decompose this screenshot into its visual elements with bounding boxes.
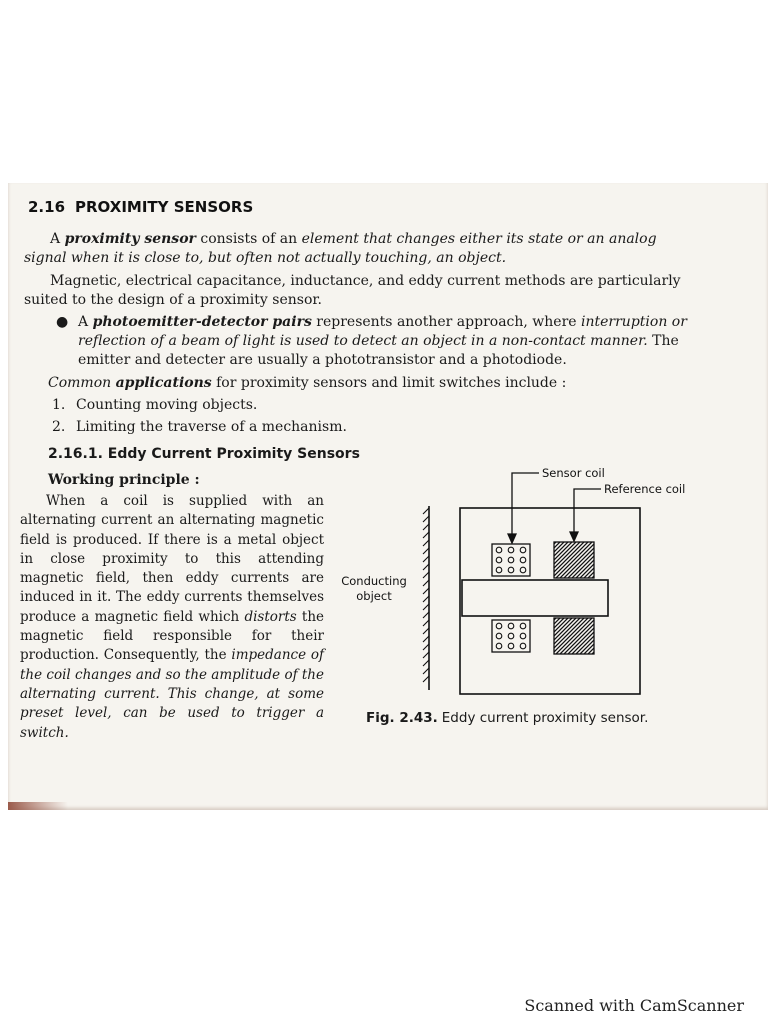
methods-paragraph: Magnetic, electrical capacitance, inductance, and eddy current methods are particularly suited to the design of a proximity sensor. bbox=[24, 273, 681, 308]
list-number: 2. bbox=[52, 419, 66, 435]
conducting-object-wall bbox=[423, 506, 429, 690]
working-principle-heading: Working principle : bbox=[48, 472, 200, 488]
figure-number: Fig. 2.43. bbox=[366, 710, 438, 726]
text-run: A bbox=[50, 231, 65, 247]
working-principle-paragraph bbox=[20, 492, 324, 743]
text-run: A bbox=[78, 314, 93, 330]
definition-paragraph bbox=[24, 230, 696, 268]
reference-coil-bottom bbox=[554, 618, 594, 654]
applications-paragraph bbox=[48, 374, 720, 393]
text-run: represents another approach, where bbox=[311, 314, 582, 330]
sensor-coil-top bbox=[492, 544, 530, 576]
italic-conclusion: changes and so the amplitude of the alternating current. This change, at some preset level, can be used to trigger a switch. bbox=[20, 666, 324, 741]
list-number: 1. bbox=[52, 397, 66, 413]
figure-caption-text: Eddy current proximity sensor. bbox=[441, 710, 649, 726]
list-item bbox=[52, 396, 257, 415]
term-proximity-sensor: proximity sensor bbox=[64, 231, 196, 247]
sensor-coil-bottom bbox=[492, 620, 530, 652]
term-applications: applications bbox=[115, 375, 212, 391]
section-title: PROXIMITY SENSORS bbox=[75, 198, 254, 216]
text-run: consists of an bbox=[195, 231, 302, 247]
list-item bbox=[52, 418, 347, 437]
list-text: Counting moving objects. bbox=[76, 397, 258, 413]
eddy-current-sensor-diagram bbox=[334, 460, 704, 700]
definition-italic: element that changes either its state or an analog signal when it is close to, but often not actually touching, an object. bbox=[24, 231, 657, 266]
label-conducting: Conducting bbox=[341, 574, 407, 588]
label-sensor-coil: Sensor coil bbox=[542, 466, 605, 480]
figure-caption bbox=[366, 710, 648, 726]
italic-distorts: distorts bbox=[244, 608, 297, 625]
list-text: Limiting the traverse of a mechanism. bbox=[76, 419, 347, 435]
reference-coil-top bbox=[554, 542, 594, 578]
text-run: Common bbox=[48, 375, 116, 391]
page-edge-shadow bbox=[8, 802, 68, 810]
core-bar bbox=[462, 580, 608, 616]
italic-impedance: impedance of the coil bbox=[20, 647, 324, 683]
text-run: The emitter and detecter are usually a phototransistor and a photodiode. bbox=[78, 333, 679, 368]
section-number: 2.16 bbox=[28, 198, 66, 216]
text-run: When a coil is supplied with an alternating current an alternating magnetic field is produced. If there is a metal object in close proximity to this attending magnetic field, then eddy currents are induced in it. The eddy currents themselves produce a magnetic field which bbox=[20, 493, 324, 625]
text-run: the magnetic field responsible for their production. Consequently, the bbox=[20, 608, 324, 664]
section-heading bbox=[28, 198, 253, 216]
subsection-title: 2.16.1. Eddy Current Proximity Sensors bbox=[48, 446, 360, 462]
label-reference-coil: Reference coil bbox=[604, 482, 686, 496]
term-photoemitter: photoemitter-detector pairs bbox=[92, 314, 312, 330]
label-object: object bbox=[356, 589, 392, 603]
bullet-item bbox=[56, 313, 696, 370]
scanner-watermark: Scanned with CamScanner bbox=[524, 996, 744, 1015]
bullet-dot: ● bbox=[56, 314, 69, 330]
text-run: for proximity sensors and limit switches include : bbox=[211, 375, 567, 391]
bullet-italic: interruption or reflection of a beam of light is used to detect an object in a non-contact manner. bbox=[78, 314, 687, 349]
